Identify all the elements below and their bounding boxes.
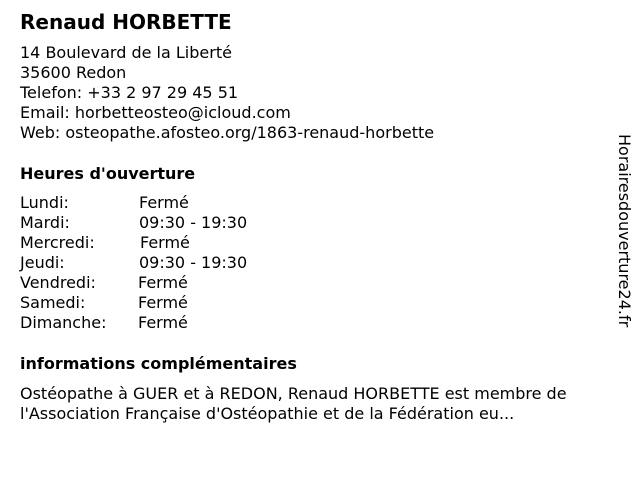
description-line: l'Association Française d'Ostéopathie et de la Fédération eu... bbox=[20, 404, 515, 423]
email-label: Email: bbox=[20, 103, 75, 122]
page-title: Renaud HORBETTE bbox=[20, 10, 232, 34]
contact-block bbox=[20, 43, 434, 143]
phone-number[interactable]: +33 2 97 29 45 51 bbox=[87, 83, 239, 102]
day-label: Lundi: bbox=[20, 193, 69, 212]
phone-label: Telefon: bbox=[20, 83, 88, 102]
day-label: Samedi: bbox=[20, 293, 86, 312]
day-label: Dimanche: bbox=[20, 313, 107, 332]
phone-line bbox=[20, 83, 434, 103]
day-label: Jeudi: bbox=[20, 253, 65, 272]
address-city: 35600 Redon bbox=[20, 63, 127, 82]
hours-value: Fermé bbox=[140, 233, 190, 252]
hours-value: Fermé bbox=[139, 193, 189, 212]
hours-value: Fermé bbox=[138, 313, 188, 332]
day-label: Vendredi: bbox=[20, 273, 96, 292]
site-brand-label: Horairesdouverture24.fr bbox=[615, 134, 634, 328]
hours-value: 09:30 - 19:30 bbox=[139, 253, 248, 272]
day-label: Mercredi: bbox=[20, 233, 95, 252]
description-line: Ostéopathe à GUER et à REDON, Renaud HORBETTE est membre de bbox=[20, 384, 567, 403]
email-address[interactable]: horbetteosteo@icloud.com bbox=[74, 103, 291, 122]
email-line bbox=[20, 103, 434, 123]
hours-heading: Heures d'ouverture bbox=[20, 164, 196, 183]
description-text bbox=[20, 384, 625, 424]
web-link[interactable]: osteopathe.afosteo.org/1863-renaud-horbette bbox=[65, 123, 435, 142]
web-line bbox=[20, 123, 434, 143]
info-heading: informations complémentaires bbox=[20, 354, 297, 373]
address-street: 14 Boulevard de la Liberté bbox=[20, 43, 232, 62]
web-label: Web: bbox=[20, 123, 66, 142]
day-label: Mardi: bbox=[20, 213, 70, 232]
hours-value: 09:30 - 19:30 bbox=[139, 213, 248, 232]
hours-value: Fermé bbox=[138, 273, 188, 292]
hours-value: Fermé bbox=[138, 293, 188, 312]
